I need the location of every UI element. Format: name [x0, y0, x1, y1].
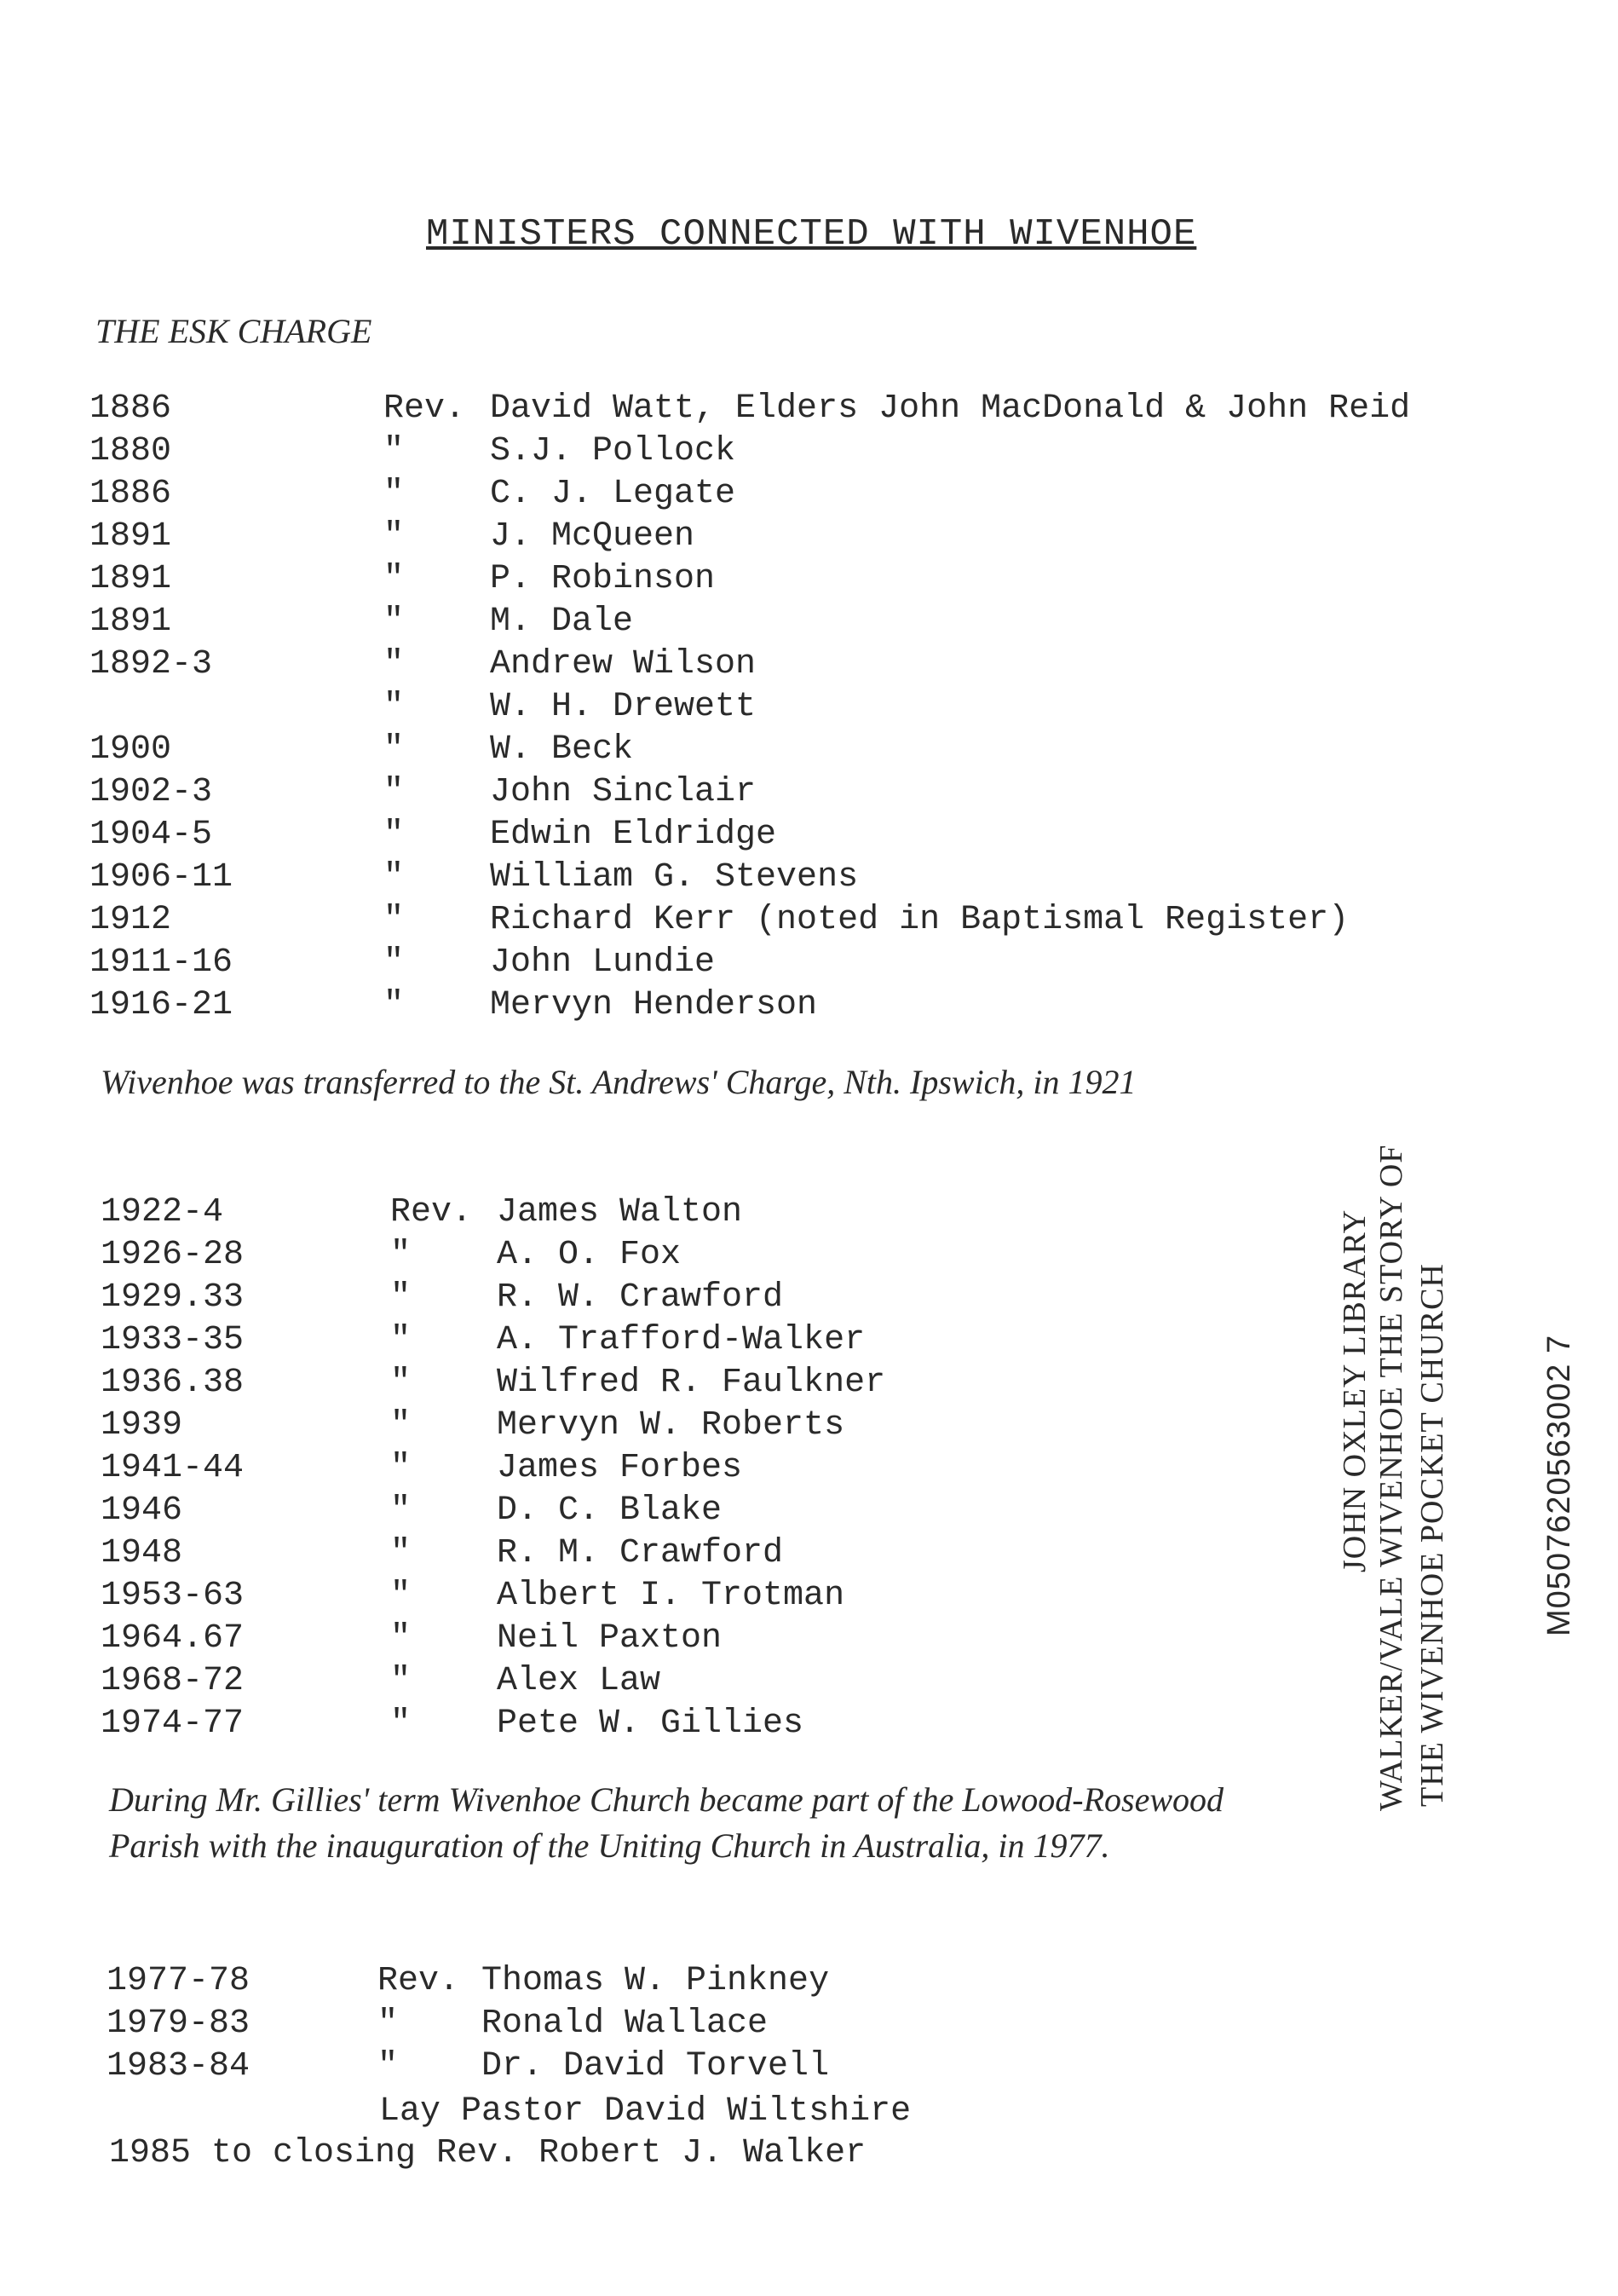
minister-year: 1974-77	[101, 1705, 245, 1743]
esk-charge-heading: THE ESK CHARGE	[95, 312, 372, 350]
uniting-note: During Mr. Gillies' term Wivenhoe Church became part of the Lowood-Rosewood Parish with the inauguration of the Uniting Church in Australia, in 1977.	[109, 1780, 1224, 1865]
minister-year: 1933-35	[101, 1321, 245, 1359]
minister-name: Thomas W. Pinkney	[481, 1962, 830, 2000]
minister-year: 1880	[89, 432, 172, 470]
minister-name: A. Trafford-Walker	[497, 1321, 866, 1359]
minister-year: 1968-72	[101, 1662, 245, 1700]
minister-prefix: "	[390, 1449, 412, 1487]
minister-prefix: "	[383, 475, 405, 513]
minister-year: 1922-4	[101, 1193, 224, 1232]
minister-prefix: "	[390, 1662, 412, 1700]
minister-year: 1911-16	[89, 943, 233, 982]
minister-name: W. Beck	[490, 730, 634, 769]
minister-name: Dr. David Torvell	[481, 2047, 830, 2085]
minister-name: A. O. Fox	[497, 1236, 682, 1274]
minister-prefix: "	[390, 1577, 412, 1615]
minister-name: W. H. Drewett	[490, 688, 757, 726]
minister-name: D. C. Blake	[497, 1491, 723, 1530]
minister-prefix: "	[390, 1321, 412, 1359]
minister-name: Alex Law	[497, 1662, 661, 1700]
minister-name: C. J. Legate	[490, 475, 736, 513]
minister-prefix: "	[383, 943, 405, 982]
catalogue-id: M0507620563002 7	[1541, 1334, 1577, 1636]
stamp-line-1: JOHN OXLEY LIBRARY	[1337, 1209, 1373, 1572]
minister-name: Mervyn Henderson	[490, 986, 818, 1024]
minister-name: Neil Paxton	[497, 1619, 723, 1658]
minister-year: 1902-3	[89, 773, 213, 811]
minister-name: P. Robinson	[490, 560, 716, 598]
minister-name: S.J. Pollock	[490, 432, 736, 470]
transfer-note: Wivenhoe was transferred to the St. Andrews' Charge, Nth. Ipswich, in 1921	[101, 1063, 1137, 1101]
lay-pastor: Lay Pastor David Wiltshire	[379, 2092, 912, 2131]
minister-prefix: "	[383, 645, 405, 684]
minister-year: 1939	[101, 1406, 183, 1445]
minister-year: 1929.33	[101, 1278, 245, 1317]
minister-year: 1900	[89, 730, 172, 769]
minister-year: 1946	[101, 1491, 183, 1530]
minister-prefix: "	[377, 2005, 399, 2043]
minister-prefix: Rev.	[383, 389, 466, 428]
minister-prefix: "	[383, 858, 405, 897]
minister-prefix: "	[390, 1491, 412, 1530]
minister-name: James Walton	[497, 1193, 743, 1232]
minister-prefix: "	[383, 773, 405, 811]
minister-prefix: "	[390, 1364, 412, 1402]
minister-prefix: "	[383, 688, 405, 726]
minister-prefix: "	[383, 517, 405, 556]
minister-name: Edwin Eldridge	[490, 816, 777, 854]
minister-prefix: "	[390, 1534, 412, 1572]
minister-name: R. W. Crawford	[497, 1278, 784, 1317]
minister-name: Wilfred R. Faulkner	[497, 1364, 886, 1402]
minister-year: 1953-63	[101, 1577, 245, 1615]
minister-year: 1912	[89, 901, 172, 939]
minister-prefix: "	[377, 2047, 399, 2085]
stamp-line-2: WALKER/VALE WIVENHOE THE STORY OF	[1373, 1144, 1409, 1811]
minister-prefix: "	[383, 816, 405, 854]
minister-year: 1892-3	[89, 645, 213, 684]
minister-year: 1948	[101, 1534, 183, 1572]
minister-year: 1891	[89, 560, 172, 598]
minister-prefix: "	[383, 560, 405, 598]
minister-year: 1964.67	[101, 1619, 245, 1658]
minister-prefix: Rev.	[377, 1962, 460, 2000]
minister-year: 1983-84	[107, 2047, 250, 2085]
minister-name: Andrew Wilson	[490, 645, 757, 684]
minister-name: William G. Stevens	[490, 858, 859, 897]
stamp-line-3: THE WIVENHOE POCKET CHURCH	[1414, 1263, 1450, 1807]
minister-name: John Lundie	[490, 943, 716, 982]
minister-name: John Sinclair	[490, 773, 757, 811]
minister-prefix: "	[390, 1406, 412, 1445]
minister-prefix: "	[383, 603, 405, 641]
minister-year: 1886	[89, 389, 172, 428]
minister-year: 1906-11	[89, 858, 233, 897]
minister-year: 1916-21	[89, 986, 233, 1024]
minister-prefix: "	[383, 901, 405, 939]
minister-prefix: "	[383, 730, 405, 769]
minister-year: 1941-44	[101, 1449, 245, 1487]
minister-year: 1886	[89, 475, 172, 513]
minister-prefix: "	[390, 1619, 412, 1658]
minister-name: Albert I. Trotman	[497, 1577, 845, 1615]
minister-name: M. Dale	[490, 603, 634, 641]
minister-year: 1926-28	[101, 1236, 245, 1274]
minister-name: Ronald Wallace	[481, 2005, 769, 2043]
minister-prefix: "	[390, 1705, 412, 1743]
minister-year: 1904-5	[89, 816, 213, 854]
minister-name: Mervyn W. Roberts	[497, 1406, 845, 1445]
closing-line: 1985 to closing Rev. Robert J. Walker	[109, 2134, 867, 2172]
minister-prefix: Rev.	[390, 1193, 473, 1232]
minister-prefix: "	[383, 432, 405, 470]
minister-year: 1936.38	[101, 1364, 245, 1402]
minister-year: 1979-83	[107, 2005, 250, 2043]
minister-name: David Watt, Elders John MacDonald & John Reid	[490, 389, 1411, 428]
minister-name: R. M. Crawford	[497, 1534, 784, 1572]
minister-year: 1891	[89, 517, 172, 556]
minister-prefix: "	[383, 986, 405, 1024]
minister-year: 1891	[89, 603, 172, 641]
minister-prefix: "	[390, 1236, 412, 1274]
minister-name: James Forbes	[497, 1449, 743, 1487]
minister-prefix: "	[390, 1278, 412, 1317]
minister-name: Richard Kerr (noted in Baptismal Register)	[490, 901, 1350, 939]
page-title: MINISTERS CONNECTED WITH WIVENHOE	[426, 213, 1197, 256]
minister-name: J. McQueen	[490, 517, 695, 556]
lay-pastor-line	[379, 2091, 911, 2133]
minister-name: Pete W. Gillies	[497, 1705, 804, 1743]
minister-year: 1977-78	[107, 1962, 250, 2000]
